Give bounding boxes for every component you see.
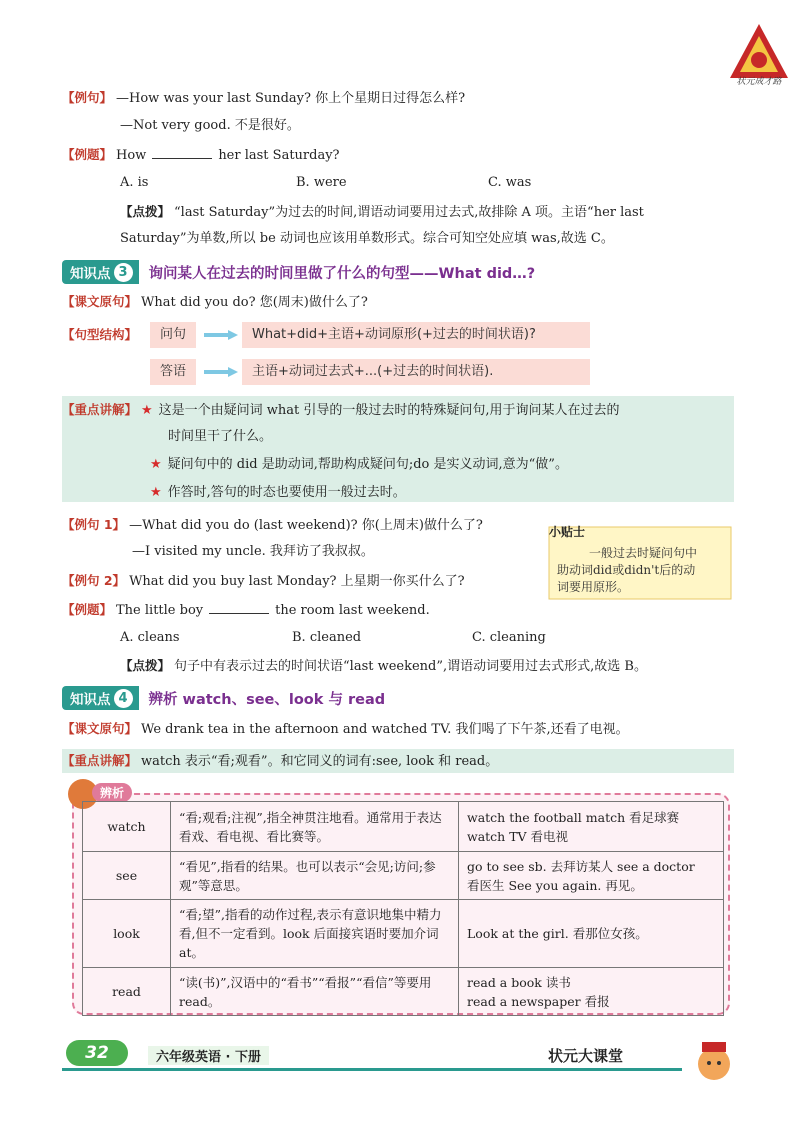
- example-question: 【例题】 How her last Saturday?: [62, 147, 340, 163]
- knowledge-point-3-header: [62, 259, 535, 285]
- table-row: [83, 802, 724, 852]
- desc-cell: “读(书)”,汉语中的“看书”“看报”“看信”等要用 read。: [171, 968, 459, 1016]
- knowledge-point-4-header: [62, 685, 385, 711]
- word-cell: see: [83, 852, 171, 900]
- logo-caption: 状元成才路: [736, 77, 782, 87]
- option-c: C. cleaning: [472, 630, 546, 645]
- desc-cell: “看见”,指看的结果。也可以表示“会见;访问;参观”等意思。: [171, 852, 459, 900]
- brand-name: 状元大课堂: [548, 1047, 624, 1065]
- key-point: 【重点讲解】 watch 表示“看;观看”。和它同义的词有:see, look 和 read。: [62, 753, 499, 769]
- example-sentence-1: 【例句 1】 —What did you do (last weekend)? 你(上周末)做什么了?: [62, 517, 483, 533]
- knowledge-point-badge: 知识点 4: [62, 686, 139, 710]
- analysis-table: [82, 801, 724, 1016]
- key-point-1: 【重点讲解】 ★ 这是一个由疑问词 what 引导的一般过去时的特殊疑问句,用于询问某人在过去的: [62, 402, 620, 418]
- table-row: [83, 852, 724, 900]
- word-cell: read: [83, 968, 171, 1016]
- example-cell: watch the football match 看足球赛 watch TV 看电视: [459, 802, 724, 852]
- knowledge-point-title: 辨析 watch、see、look 与 read: [148, 691, 386, 708]
- example-cell: go to see sb. 去拜访某人 see a doctor 看医生 See you again. 再见。: [459, 852, 724, 900]
- knowledge-point-title: 询问某人在过去的时间里做了什么的句型——What did…?: [148, 265, 536, 282]
- answer-blank[interactable]: [152, 145, 212, 159]
- hint-line-2: Saturday”为单数,所以 be 动词也应该用单数形式。综合可知空处应填 was,故选 C。: [120, 231, 614, 246]
- tip-line-1: 一般过去时疑问句中: [589, 546, 698, 560]
- example-cell: read a book 读书 read a newspaper 看报: [459, 968, 724, 1016]
- key-point-3: ★ 作答时,答句的时态也要使用一般过去时。: [150, 485, 406, 500]
- text-sentence: 【课文原句】 We drank tea in the afternoon and watched TV. 我们喝了下午茶,还看了电视。: [62, 721, 629, 737]
- footer-divider: [62, 1068, 682, 1071]
- table-row: [83, 900, 724, 968]
- tip-line-2: 助动词did或didn't后的动: [557, 563, 696, 577]
- structure-tag: 【句型结构】: [62, 327, 138, 342]
- hint-line-1: 【点拨】 “last Saturday”为过去的时间,谓语动词要用过去式,故排除 A 项。主语“her last: [120, 204, 644, 220]
- book-title: 六年级英语 · 下册: [148, 1046, 269, 1065]
- option-b: B. were: [296, 175, 347, 190]
- desc-cell: “看;望”,指看的动作过程,表示有意识地集中精力看,但不一定看到。look 后面接宾语时要加介词 at。: [171, 900, 459, 968]
- answer-structure: 主语+动词过去式+...(+过去的时间状语).: [242, 359, 590, 385]
- option-c: C. was: [488, 175, 532, 190]
- mascot-icon: [690, 1036, 738, 1084]
- question-label: 问句: [150, 322, 196, 348]
- analysis-label: 辨析: [92, 783, 132, 802]
- text-sentence: 【课文原句】 What did you do? 您(周末)做什么了?: [62, 294, 368, 310]
- example-cell: Look at the girl. 看那位女孩。: [459, 900, 724, 968]
- desc-cell: “看;观看;注视”,指全神贯注地看。通常用于表达看戏、看电视、看比赛等。: [171, 802, 459, 852]
- answer-label: 答语: [150, 359, 196, 385]
- analysis-box: [72, 786, 730, 1015]
- question-structure: What+did+主语+动词原形(+过去的时间状语)?: [242, 322, 590, 348]
- page-number: 32: [66, 1040, 128, 1066]
- key-point-2: ★ 疑问句中的 did 是助动词,帮助构成疑问句;do 是实义动词,意为“做”。: [150, 457, 568, 472]
- small-tip: [545, 519, 733, 603]
- arrow-right-icon: [204, 330, 238, 340]
- answer-blank[interactable]: [209, 600, 269, 614]
- example-answer-1: —I visited my uncle. 我拜访了我叔叔。: [132, 544, 374, 559]
- table-row: [83, 968, 724, 1016]
- key-point-1-cont: 时间里干了什么。: [168, 429, 273, 444]
- knowledge-point-badge: 知识点 3: [62, 260, 139, 284]
- option-a: A. is: [120, 175, 149, 190]
- tip-title: 小贴士: [549, 525, 586, 539]
- example-question-2: 【例题】 The little boy the room last weekend.: [62, 602, 430, 618]
- option-a: A. cleans: [120, 630, 180, 645]
- option-b: B. cleaned: [292, 630, 362, 645]
- word-cell: look: [83, 900, 171, 968]
- arrow-right-icon: [204, 367, 238, 377]
- example-sentence-2: 【例句 2】 What did you buy last Monday? 上星期一你买什么了?: [62, 573, 465, 589]
- hint: 【点拨】 句子中有表示过去的时间状语“last weekend”,谓语动词要用过去式形式,故选 B。: [120, 658, 647, 674]
- tip-line-3: 词要用原形。: [557, 580, 630, 594]
- example-sentence: 【例句】 —How was your last Sunday? 你上个星期日过得怎么样?: [62, 90, 466, 106]
- example-answer: —Not very good. 不是很好。: [120, 118, 300, 133]
- word-cell: watch: [83, 802, 171, 852]
